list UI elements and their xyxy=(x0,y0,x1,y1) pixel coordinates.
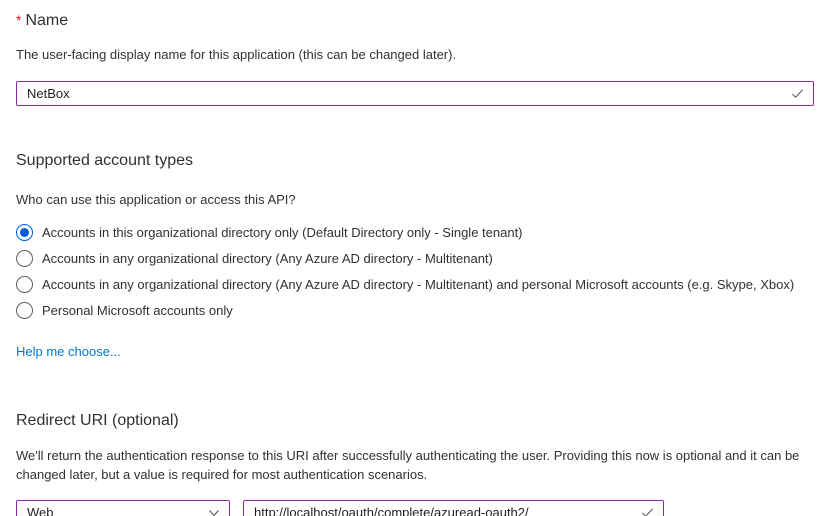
redirect-uri-heading: Redirect URI (optional) xyxy=(16,412,179,429)
required-asterisk: * xyxy=(16,12,22,28)
name-label: Name xyxy=(25,12,69,29)
name-section-heading xyxy=(16,10,813,31)
name-section xyxy=(16,10,813,106)
account-types-question: Who can use this application or access this API? xyxy=(16,192,296,207)
redirect-uri-input[interactable] xyxy=(254,505,634,516)
radio-option-multitenant[interactable] xyxy=(16,245,813,271)
name-input-box xyxy=(16,81,814,106)
name-input[interactable] xyxy=(27,86,784,101)
supported-account-types-heading: Supported account types xyxy=(16,152,194,169)
checkmark-icon xyxy=(640,505,655,516)
platform-select[interactable] xyxy=(16,500,230,516)
radio-option-label: Accounts in any organizational directory (Any Azure AD directory - Multitenant) and personal Microsoft accounts (e.g. Skype, Xbox) xyxy=(42,276,795,292)
account-types-radio-group xyxy=(16,219,813,323)
radio-button[interactable] xyxy=(16,276,33,293)
supported-account-types-section xyxy=(16,150,813,361)
radio-button[interactable] xyxy=(16,250,33,267)
help-me-choose-link[interactable]: Help me choose... xyxy=(16,344,121,359)
radio-option-multitenant-personal[interactable] xyxy=(16,271,813,297)
radio-option-label: Personal Microsoft accounts only xyxy=(42,302,233,318)
redirect-uri-input-box xyxy=(243,500,664,516)
radio-option-single-tenant[interactable] xyxy=(16,219,813,245)
chevron-down-icon xyxy=(207,506,221,516)
radio-button[interactable] xyxy=(16,302,33,319)
platform-select-value: Web xyxy=(27,505,54,516)
name-description: The user-facing display name for this application (this can be changed later). xyxy=(16,47,457,62)
redirect-uri-row xyxy=(16,500,813,516)
redirect-uri-section xyxy=(16,410,813,516)
radio-option-label: Accounts in any organizational directory (Any Azure AD directory - Multitenant) xyxy=(42,250,493,266)
checkmark-icon xyxy=(790,86,805,101)
redirect-uri-description: We'll return the authentication response to this URI after successfully authenticating the user. Providing this now is optional and it can be changed later, but a value is required for most authentication scenarios. xyxy=(16,448,800,482)
radio-option-personal-only[interactable] xyxy=(16,297,813,323)
radio-option-label: Accounts in this organizational directory only (Default Directory only - Single tenant) xyxy=(42,224,523,240)
radio-button[interactable] xyxy=(16,224,33,241)
